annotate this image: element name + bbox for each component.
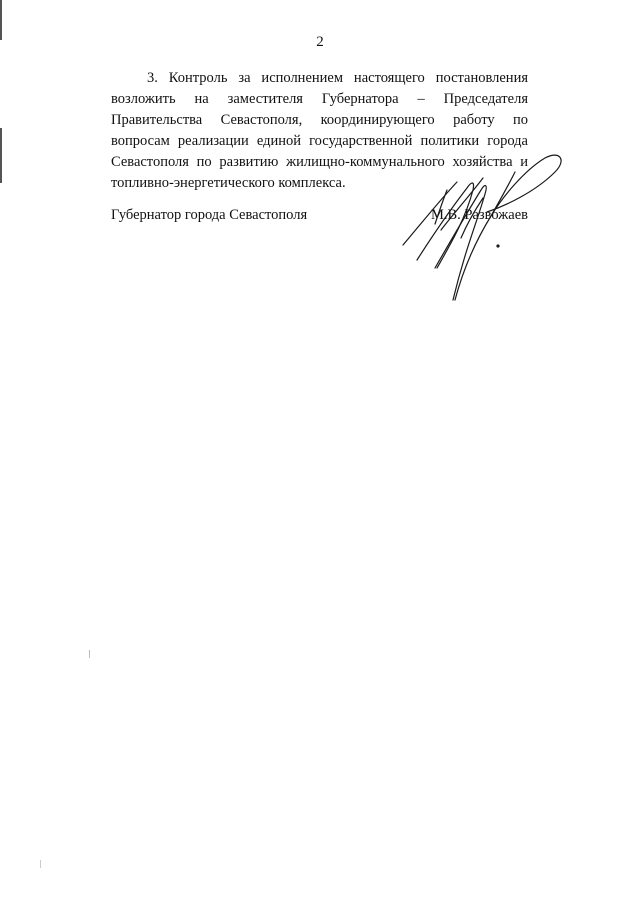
scan-speck	[40, 860, 41, 868]
body-paragraph: 3. Контроль за исполнением настоящего постановления возложить на заместителя Губернатора – Председателя Правительства Севастополя, координирующего работу по вопросам реализации единой государственной политики города Севастополя по развитию жилищно-коммунального хозяйства и топливно-энергетического комплекса.	[111, 70, 528, 191]
signatory-name: М.В. Развожаев	[430, 207, 528, 223]
scan-edge-mark	[0, 128, 2, 183]
signatory-position: Губернатор города Севастополя	[111, 207, 308, 223]
page-number: 2	[316, 34, 324, 50]
handwritten-signature	[395, 150, 585, 305]
scan-speck	[89, 650, 90, 658]
